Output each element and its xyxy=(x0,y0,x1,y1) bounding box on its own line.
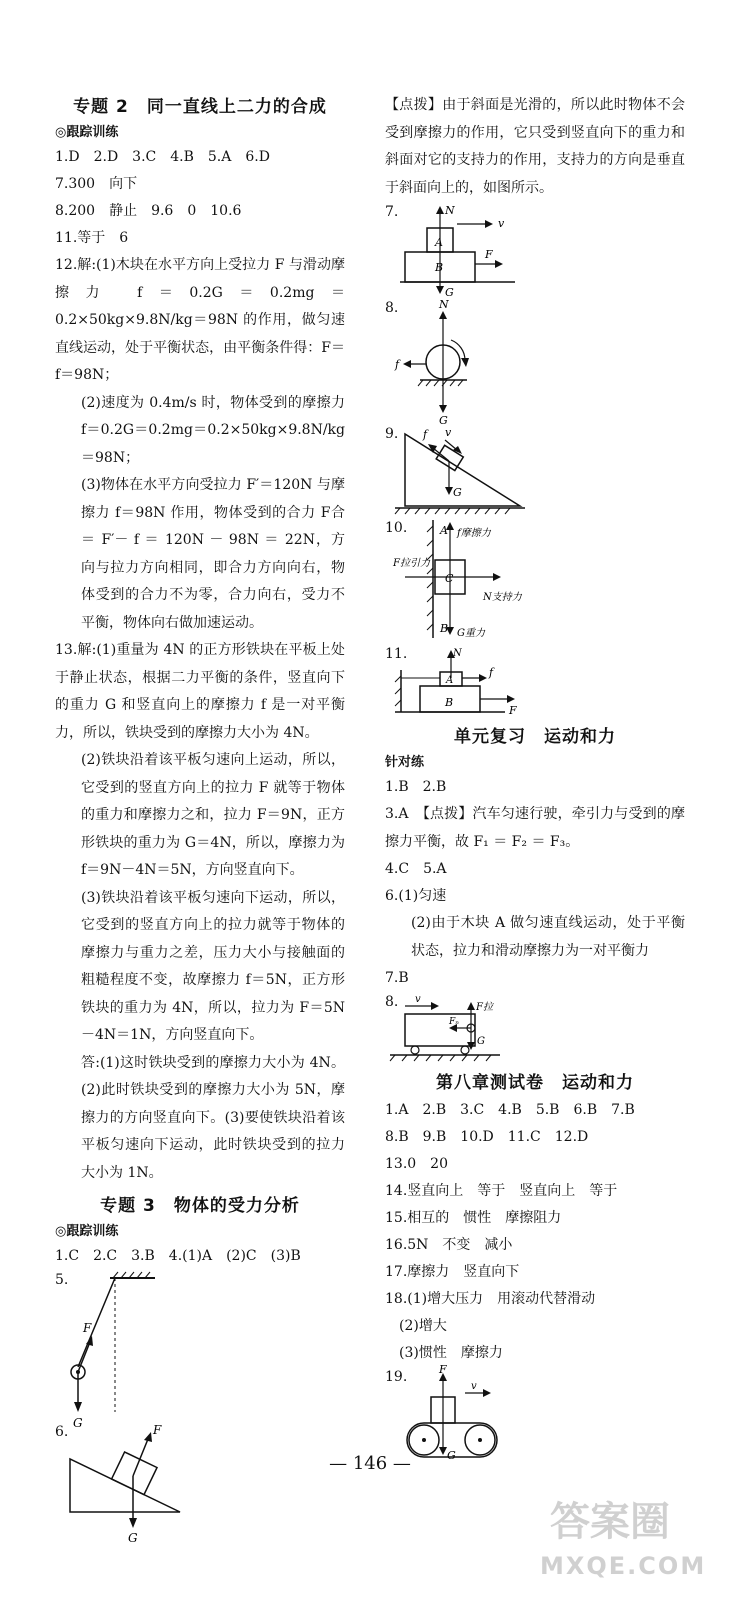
figure-7 xyxy=(385,204,685,299)
topic3-subtitle: ◎跟踪训练 xyxy=(55,1224,119,1239)
block-on-incline-diagram xyxy=(55,1423,345,1545)
gravity-label: G重力 xyxy=(457,628,485,639)
answer-line: (2)增大 xyxy=(385,1318,447,1334)
velocity-label: v xyxy=(471,1381,477,1392)
answer-line: 7.300 向下 xyxy=(55,176,138,192)
force-label: F xyxy=(153,1423,162,1437)
friction-label: f xyxy=(423,428,428,441)
answer-line: 17.摩擦力 竖直向下 xyxy=(385,1264,520,1280)
gravity-label: G xyxy=(73,1416,83,1430)
answer-line: 18.(1)增大压力 用滚动代替滑动 xyxy=(385,1291,596,1307)
force-label: F xyxy=(83,1321,92,1335)
block-a-label: A xyxy=(435,236,443,249)
watermark xyxy=(540,1490,730,1580)
gravity-label: G xyxy=(477,1036,485,1047)
left-column xyxy=(55,92,345,1545)
velocity-label: v xyxy=(498,217,505,230)
normal-label: N xyxy=(439,298,449,311)
q12-part1: 12.解:(1)木块在水平方向上受拉力 F 与滑动摩擦力 f＝0.2G＝0.2mg＝0.2×50kg×9.8N/kg＝98N 的作用，做匀速直线运动，处于平衡状态，由平衡条件得：F＝f＝98N； xyxy=(55,257,345,383)
q13-part2: (2)铁块沿着该平板匀速向上运动，所以，它受到的竖直方向上的拉力 F 就等于物体的重力和摩擦力之和，拉力 F＝9N，正方形铁块的重力为 G＝4N，所以，摩擦力为 f＝9N－4N＝5N，方向竖直向下。 xyxy=(81,752,345,878)
answer-line: 1.D 2.D 3.C 4.B 5.A 6.D xyxy=(55,149,270,165)
force-label: F xyxy=(439,1363,447,1376)
answer-line: 14.竖直向上 等于 竖直向上 等于 xyxy=(385,1183,618,1199)
figure-9 xyxy=(385,426,685,516)
tethered-blocks-diagram xyxy=(385,646,685,718)
support-force-label: N支持力 xyxy=(483,592,522,603)
q13-part3: (3)铁块沿着该平板匀速向下运动，所以，它受到的竖直方向上的拉力就等于物体的摩擦力与重力之差，压力大小与接触面的粗糙程度不变，故摩擦力 f＝5N，正方形铁块的重力为 4N，所以，拉力为 F＝5N－4N＝1N，方向竖直向下。 xyxy=(81,889,345,1043)
answer-line: 11.等于 6 xyxy=(55,230,129,246)
figure-unit-8 xyxy=(385,994,685,1064)
figure-number: 8. xyxy=(385,300,399,316)
incline-block-friction-diagram xyxy=(385,426,685,516)
friction-label: f xyxy=(395,358,400,371)
pull-force-label: F拉 xyxy=(476,1002,493,1013)
point-b-label: B xyxy=(440,622,449,635)
block-a-label: A xyxy=(446,675,454,686)
gravity-label: G xyxy=(453,486,462,499)
figure-5 xyxy=(55,1272,345,1430)
chapter8-title: 第八章测试卷 运动和力 xyxy=(436,1073,634,1093)
normal-force-label: Fₙ xyxy=(449,1017,459,1027)
normal-label: N xyxy=(445,204,455,217)
gravity-label: G xyxy=(445,286,454,299)
answer-line: 4.C 5.A xyxy=(385,861,447,877)
answer-line: 1.C 2.C 3.B 4.(1)A (2)C (3)B xyxy=(55,1248,301,1264)
topic3-title: 专题 3 物体的受力分析 xyxy=(100,1196,300,1216)
figure-19 xyxy=(385,1363,685,1465)
figure-number: 10. xyxy=(385,520,408,536)
friction-label: f摩擦力 xyxy=(457,528,491,539)
hanging-ball-diagram xyxy=(55,1272,345,1430)
unit-review-title: 单元复习 运动和力 xyxy=(454,727,616,747)
q13-part1: 13.解:(1)重量为 4N 的正方形铁块在平板上处于静止状态，根据二力平衡的条件，竖直向下的重力 G 和竖直向上的摩擦力 f 是一对平衡力，所以，铁块受到的摩擦力大小为 4N。 xyxy=(55,642,345,741)
figure-8 xyxy=(385,298,685,427)
block-c-label: C xyxy=(445,572,454,585)
figure-number: 7. xyxy=(385,204,399,220)
block-on-wall-diagram xyxy=(385,520,685,642)
figure-number: 5. xyxy=(55,1272,69,1288)
page-number: — 146 — xyxy=(329,1453,411,1474)
figure-number: 9. xyxy=(385,426,399,442)
cart-diagram xyxy=(385,994,685,1064)
tip-paragraph: 【点拨】由于斜面是光滑的，所以此时物体不会受到摩擦力的作用，它只受到竖直向下的重力和斜面对它的支持力的作用，支持力的方向是垂直于斜面向上的，如图所示。 xyxy=(385,97,685,196)
answer-line: 13.0 20 xyxy=(385,1156,448,1172)
pull-force-label: F拉引力 xyxy=(393,558,430,569)
figure-number: 6. xyxy=(55,1424,69,1440)
stacked-blocks-diagram xyxy=(385,204,685,299)
figure-6 xyxy=(55,1423,345,1545)
unit-review-subtitle: 针对练 xyxy=(385,755,425,770)
figure-number: 8. xyxy=(385,994,399,1010)
watermark-site: MXQE.COM xyxy=(540,1552,707,1580)
tracked-vehicle-diagram xyxy=(385,1363,685,1465)
answer-line: (3)惯性 摩擦力 xyxy=(385,1345,503,1361)
rolling-wheel-diagram xyxy=(385,298,685,427)
block-b-label: B xyxy=(445,696,454,709)
answer-line: 15.相互的 惯性 摩擦阻力 xyxy=(385,1210,562,1226)
gravity-label: G xyxy=(128,1531,138,1545)
answer-line: 16.5N 不变 减小 xyxy=(385,1237,513,1253)
watermark-logo: 答案圈 xyxy=(550,1499,670,1545)
answer-line: 1.B 2.B xyxy=(385,779,447,795)
normal-label: N xyxy=(453,648,462,659)
block-b-label: B xyxy=(435,261,444,274)
force-label: F xyxy=(509,704,517,717)
gravity-label: G xyxy=(447,1449,456,1462)
unit-q6-part2: (2)由于木块 A 做匀速直线运动，处于平衡状态，拉力和滑动摩擦力为一对平衡力 xyxy=(411,915,685,959)
topic2-subtitle: ◎跟踪训练 xyxy=(55,125,119,140)
answer-line: 1.A 2.B 3.C 4.B 5.B 6.B 7.B xyxy=(385,1102,635,1118)
velocity-label: v xyxy=(415,994,421,1005)
point-a-label: A xyxy=(440,524,448,537)
unit-q3: 3.A 【点拨】汽车匀速行驶，牵引力与受到的摩擦力平衡，故 F₁ ＝ F₂ ＝ F₃。 xyxy=(385,806,685,850)
figure-10 xyxy=(385,520,685,642)
velocity-label: v xyxy=(445,426,452,439)
figure-number: 11. xyxy=(385,646,408,662)
q12-part3: (3)物体在水平方向受拉力 F′＝120N 与摩擦力 f＝98N 作用，物体受到的合力 F合 ＝ F′－ f ＝ 120N － 98N ＝ 22N，方向与拉力方向相同，即合力方向向右，物体受到的合力不为零，合力向右，受力不平衡，物体向右做加速运动。 xyxy=(81,477,345,631)
answer-line: 8.B 9.B 10.D 11.C 12.D xyxy=(385,1129,589,1145)
figure-11 xyxy=(385,646,685,718)
topic2-title: 专题 2 同一直线上二力的合成 xyxy=(73,97,327,117)
answer-line: 6.(1)匀速 xyxy=(385,888,447,904)
friction-label: f xyxy=(489,666,494,679)
gravity-label: G xyxy=(439,414,448,427)
right-column xyxy=(385,92,685,1469)
q13-answer: 答:(1)这时铁块受到的摩擦力大小为 4N。(2)此时铁块受到的摩擦力大小为 5N，摩擦力的方向竖直向下。(3)要使铁块沿着该平板匀速向下运动，此时铁块受到的拉力大小为 1N。 xyxy=(81,1054,345,1181)
force-label: F xyxy=(485,248,493,261)
figure-number: 19. xyxy=(385,1369,408,1385)
q12-part2: (2)速度为 0.4m/s 时，物体受到的摩擦力 f＝0.2G＝0.2mg＝0.2×50kg×9.8N/kg＝98N； xyxy=(81,394,345,466)
answer-line: 7.B xyxy=(385,970,409,986)
answer-line: 8.200 静止 9.6 0 10.6 xyxy=(55,203,242,219)
